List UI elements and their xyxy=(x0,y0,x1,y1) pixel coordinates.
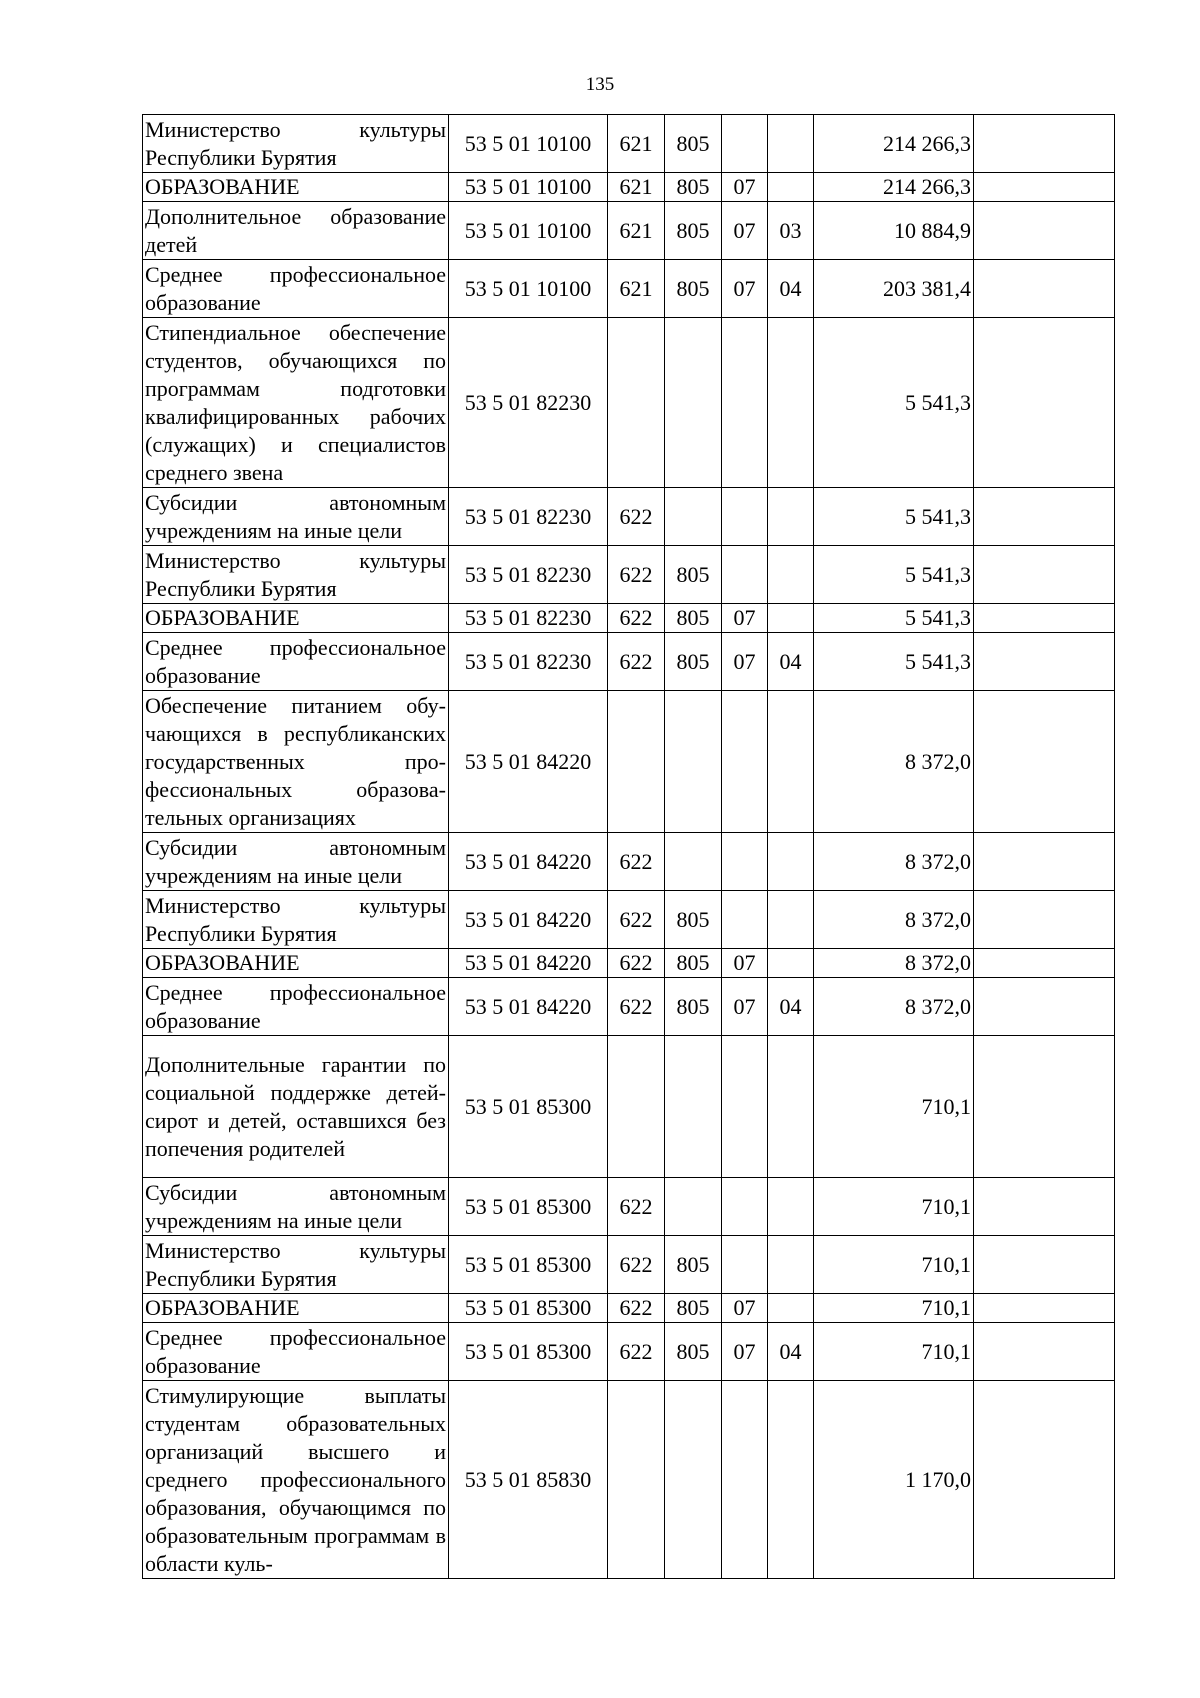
target-article-code-cell: 53 5 01 84220 xyxy=(449,833,608,891)
amount-cell: 5 541,3 xyxy=(814,633,974,691)
amount-cell: 10 884,9 xyxy=(814,202,974,260)
section-cell: 07 xyxy=(722,949,768,978)
table-row xyxy=(143,488,1115,546)
page-number: 135 xyxy=(585,74,615,95)
section-cell: 07 xyxy=(722,173,768,202)
administrator-code-cell: 805 xyxy=(665,949,722,978)
table-row xyxy=(143,318,1115,488)
administrator-code-cell: 805 xyxy=(665,202,722,260)
section-cell xyxy=(722,833,768,891)
target-article-code-cell: 53 5 01 84220 xyxy=(449,691,608,833)
target-article-code-cell: 53 5 01 84220 xyxy=(449,891,608,949)
section-cell: 07 xyxy=(722,633,768,691)
section-cell: 07 xyxy=(722,604,768,633)
empty-cell xyxy=(974,691,1115,833)
table-body xyxy=(143,115,1115,1579)
amount-cell: 5 541,3 xyxy=(814,604,974,633)
expense-type-cell: 622 xyxy=(608,1236,665,1294)
amount-cell: 710,1 xyxy=(814,1178,974,1236)
amount-cell: 710,1 xyxy=(814,1323,974,1381)
section-cell: 07 xyxy=(722,1294,768,1323)
administrator-code-cell: 805 xyxy=(665,978,722,1036)
table-row xyxy=(143,260,1115,318)
empty-cell xyxy=(974,260,1115,318)
empty-cell xyxy=(974,1323,1115,1381)
amount-cell: 214 266,3 xyxy=(814,115,974,173)
item-name-cell: Среднее профессиональное образование xyxy=(143,260,449,318)
section-cell xyxy=(722,1178,768,1236)
amount-cell: 8 372,0 xyxy=(814,691,974,833)
target-article-code-cell: 53 5 01 84220 xyxy=(449,949,608,978)
expense-type-cell xyxy=(608,1036,665,1178)
empty-cell xyxy=(974,488,1115,546)
empty-cell xyxy=(974,546,1115,604)
item-name-cell: Среднее профессиональное образование xyxy=(143,633,449,691)
item-name-cell: Министерство культуры Республики Бурятия xyxy=(143,1236,449,1294)
expense-type-cell: 621 xyxy=(608,260,665,318)
empty-cell xyxy=(974,1036,1115,1178)
section-cell: 07 xyxy=(722,978,768,1036)
item-name-cell: Обеспечение питанием обучающихся в республиканских государственных профессиональных образовательных организациях xyxy=(143,691,449,833)
subsection-cell xyxy=(768,604,814,633)
amount-cell: 5 541,3 xyxy=(814,546,974,604)
table-row xyxy=(143,546,1115,604)
administrator-code-cell: 805 xyxy=(665,891,722,949)
item-name-cell: Среднее профессиональное образование xyxy=(143,1323,449,1381)
empty-cell xyxy=(974,115,1115,173)
target-article-code-cell: 53 5 01 85300 xyxy=(449,1294,608,1323)
subsection-cell: 04 xyxy=(768,978,814,1036)
table-row xyxy=(143,691,1115,833)
empty-cell xyxy=(974,978,1115,1036)
administrator-code-cell xyxy=(665,1381,722,1579)
administrator-code-cell xyxy=(665,488,722,546)
target-article-code-cell: 53 5 01 85830 xyxy=(449,1381,608,1579)
subsection-cell xyxy=(768,891,814,949)
table-row xyxy=(143,633,1115,691)
section-cell xyxy=(722,546,768,604)
table-row xyxy=(143,1323,1115,1381)
expense-type-cell: 621 xyxy=(608,202,665,260)
section-cell xyxy=(722,115,768,173)
table-row xyxy=(143,115,1115,173)
section-cell: 07 xyxy=(722,1323,768,1381)
section-cell xyxy=(722,318,768,488)
table-row xyxy=(143,1036,1115,1178)
item-name-cell: Дополнительные гарантии по социальной поддержке детей-сирот и детей, оставшихся без попечения родителей xyxy=(143,1036,449,1178)
expense-type-cell: 621 xyxy=(608,115,665,173)
amount-cell: 710,1 xyxy=(814,1294,974,1323)
table-row xyxy=(143,202,1115,260)
amount-cell: 5 541,3 xyxy=(814,318,974,488)
target-article-code-cell: 53 5 01 82230 xyxy=(449,604,608,633)
section-cell xyxy=(722,691,768,833)
administrator-code-cell: 805 xyxy=(665,260,722,318)
empty-cell xyxy=(974,1381,1115,1579)
expense-type-cell: 622 xyxy=(608,891,665,949)
empty-cell xyxy=(974,1178,1115,1236)
administrator-code-cell: 805 xyxy=(665,173,722,202)
expense-type-cell xyxy=(608,318,665,488)
subsection-cell xyxy=(768,488,814,546)
subsection-cell: 04 xyxy=(768,633,814,691)
subsection-cell: 04 xyxy=(768,260,814,318)
expense-type-cell: 622 xyxy=(608,488,665,546)
administrator-code-cell xyxy=(665,833,722,891)
administrator-code-cell xyxy=(665,318,722,488)
administrator-code-cell: 805 xyxy=(665,1323,722,1381)
item-name-cell: Среднее профессиональное образование xyxy=(143,978,449,1036)
subsection-cell xyxy=(768,318,814,488)
table-row xyxy=(143,1236,1115,1294)
item-name-cell: Субсидии автономным учреждениям на иные цели xyxy=(143,1178,449,1236)
section-cell xyxy=(722,1381,768,1579)
administrator-code-cell: 805 xyxy=(665,633,722,691)
section-cell: 07 xyxy=(722,202,768,260)
subsection-cell xyxy=(768,1294,814,1323)
table-row xyxy=(143,173,1115,202)
subsection-cell xyxy=(768,1036,814,1178)
target-article-code-cell: 53 5 01 10100 xyxy=(449,260,608,318)
target-article-code-cell: 53 5 01 85300 xyxy=(449,1323,608,1381)
amount-cell: 203 381,4 xyxy=(814,260,974,318)
item-name-cell: Дополнительное образование детей xyxy=(143,202,449,260)
target-article-code-cell: 53 5 01 82230 xyxy=(449,546,608,604)
expense-type-cell: 622 xyxy=(608,1178,665,1236)
administrator-code-cell: 805 xyxy=(665,1294,722,1323)
section-cell xyxy=(722,488,768,546)
subsection-cell xyxy=(768,1178,814,1236)
expense-type-cell: 622 xyxy=(608,633,665,691)
target-article-code-cell: 53 5 01 82230 xyxy=(449,633,608,691)
target-article-code-cell: 53 5 01 10100 xyxy=(449,202,608,260)
table-row xyxy=(143,891,1115,949)
item-name-cell: Стимулирующие выплаты студентам образовательных организаций высшего и среднего профессионального образования, обучающимся по образовательным программам в области куль- xyxy=(143,1381,449,1579)
empty-cell xyxy=(974,318,1115,488)
empty-cell xyxy=(974,1294,1115,1323)
amount-cell: 710,1 xyxy=(814,1236,974,1294)
amount-cell: 5 541,3 xyxy=(814,488,974,546)
item-name-cell: Министерство культуры Республики Бурятия xyxy=(143,891,449,949)
subsection-cell xyxy=(768,115,814,173)
item-name-cell: Стипендиальное обеспечение студентов, обучающихся по программам подготовки квалифицированных рабочих (служащих) и специалистов среднего звена xyxy=(143,318,449,488)
administrator-code-cell: 805 xyxy=(665,115,722,173)
section-cell xyxy=(722,891,768,949)
target-article-code-cell: 53 5 01 10100 xyxy=(449,115,608,173)
amount-cell: 8 372,0 xyxy=(814,891,974,949)
target-article-code-cell: 53 5 01 85300 xyxy=(449,1178,608,1236)
expense-type-cell xyxy=(608,1381,665,1579)
amount-cell: 8 372,0 xyxy=(814,833,974,891)
administrator-code-cell xyxy=(665,691,722,833)
empty-cell xyxy=(974,949,1115,978)
empty-cell xyxy=(974,604,1115,633)
target-article-code-cell: 53 5 01 10100 xyxy=(449,173,608,202)
empty-cell xyxy=(974,891,1115,949)
item-name-cell: Министерство культуры Республики Бурятия xyxy=(143,115,449,173)
amount-cell: 8 372,0 xyxy=(814,978,974,1036)
administrator-code-cell: 805 xyxy=(665,604,722,633)
target-article-code-cell: 53 5 01 82230 xyxy=(449,488,608,546)
expense-type-cell xyxy=(608,691,665,833)
budget-table xyxy=(142,114,1115,1579)
section-cell: 07 xyxy=(722,260,768,318)
empty-cell xyxy=(974,633,1115,691)
expense-type-cell: 622 xyxy=(608,949,665,978)
table-row xyxy=(143,1294,1115,1323)
amount-cell: 8 372,0 xyxy=(814,949,974,978)
table-row xyxy=(143,604,1115,633)
item-name-cell: ОБРАЗОВАНИЕ xyxy=(143,173,449,202)
item-name-cell: ОБРАЗОВАНИЕ xyxy=(143,604,449,633)
subsection-cell xyxy=(768,1381,814,1579)
administrator-code-cell xyxy=(665,1036,722,1178)
administrator-code-cell: 805 xyxy=(665,1236,722,1294)
subsection-cell xyxy=(768,949,814,978)
target-article-code-cell: 53 5 01 84220 xyxy=(449,978,608,1036)
amount-cell: 214 266,3 xyxy=(814,173,974,202)
item-name-cell: Субсидии автономным учреждениям на иные цели xyxy=(143,488,449,546)
table-row xyxy=(143,978,1115,1036)
subsection-cell xyxy=(768,833,814,891)
target-article-code-cell: 53 5 01 82230 xyxy=(449,318,608,488)
item-name-cell: Субсидии автономным учреждениям на иные цели xyxy=(143,833,449,891)
empty-cell xyxy=(974,202,1115,260)
expense-type-cell: 622 xyxy=(608,1294,665,1323)
table-row xyxy=(143,1178,1115,1236)
table-row xyxy=(143,1381,1115,1579)
item-name-cell: ОБРАЗОВАНИЕ xyxy=(143,949,449,978)
subsection-cell xyxy=(768,691,814,833)
expense-type-cell: 622 xyxy=(608,833,665,891)
expense-type-cell: 622 xyxy=(608,604,665,633)
target-article-code-cell: 53 5 01 85300 xyxy=(449,1236,608,1294)
administrator-code-cell xyxy=(665,1178,722,1236)
amount-cell: 710,1 xyxy=(814,1036,974,1178)
item-name-cell: Министерство культуры Республики Бурятия xyxy=(143,546,449,604)
empty-cell xyxy=(974,173,1115,202)
empty-cell xyxy=(974,833,1115,891)
expense-type-cell: 622 xyxy=(608,546,665,604)
target-article-code-cell: 53 5 01 85300 xyxy=(449,1036,608,1178)
table-row xyxy=(143,833,1115,891)
subsection-cell xyxy=(768,173,814,202)
empty-cell xyxy=(974,1236,1115,1294)
item-name-cell: ОБРАЗОВАНИЕ xyxy=(143,1294,449,1323)
expense-type-cell: 622 xyxy=(608,1323,665,1381)
subsection-cell xyxy=(768,546,814,604)
table-row xyxy=(143,949,1115,978)
subsection-cell: 03 xyxy=(768,202,814,260)
section-cell xyxy=(722,1036,768,1178)
expense-type-cell: 621 xyxy=(608,173,665,202)
subsection-cell xyxy=(768,1236,814,1294)
administrator-code-cell: 805 xyxy=(665,546,722,604)
subsection-cell: 04 xyxy=(768,1323,814,1381)
expense-type-cell: 622 xyxy=(608,978,665,1036)
section-cell xyxy=(722,1236,768,1294)
amount-cell: 1 170,0 xyxy=(814,1381,974,1579)
